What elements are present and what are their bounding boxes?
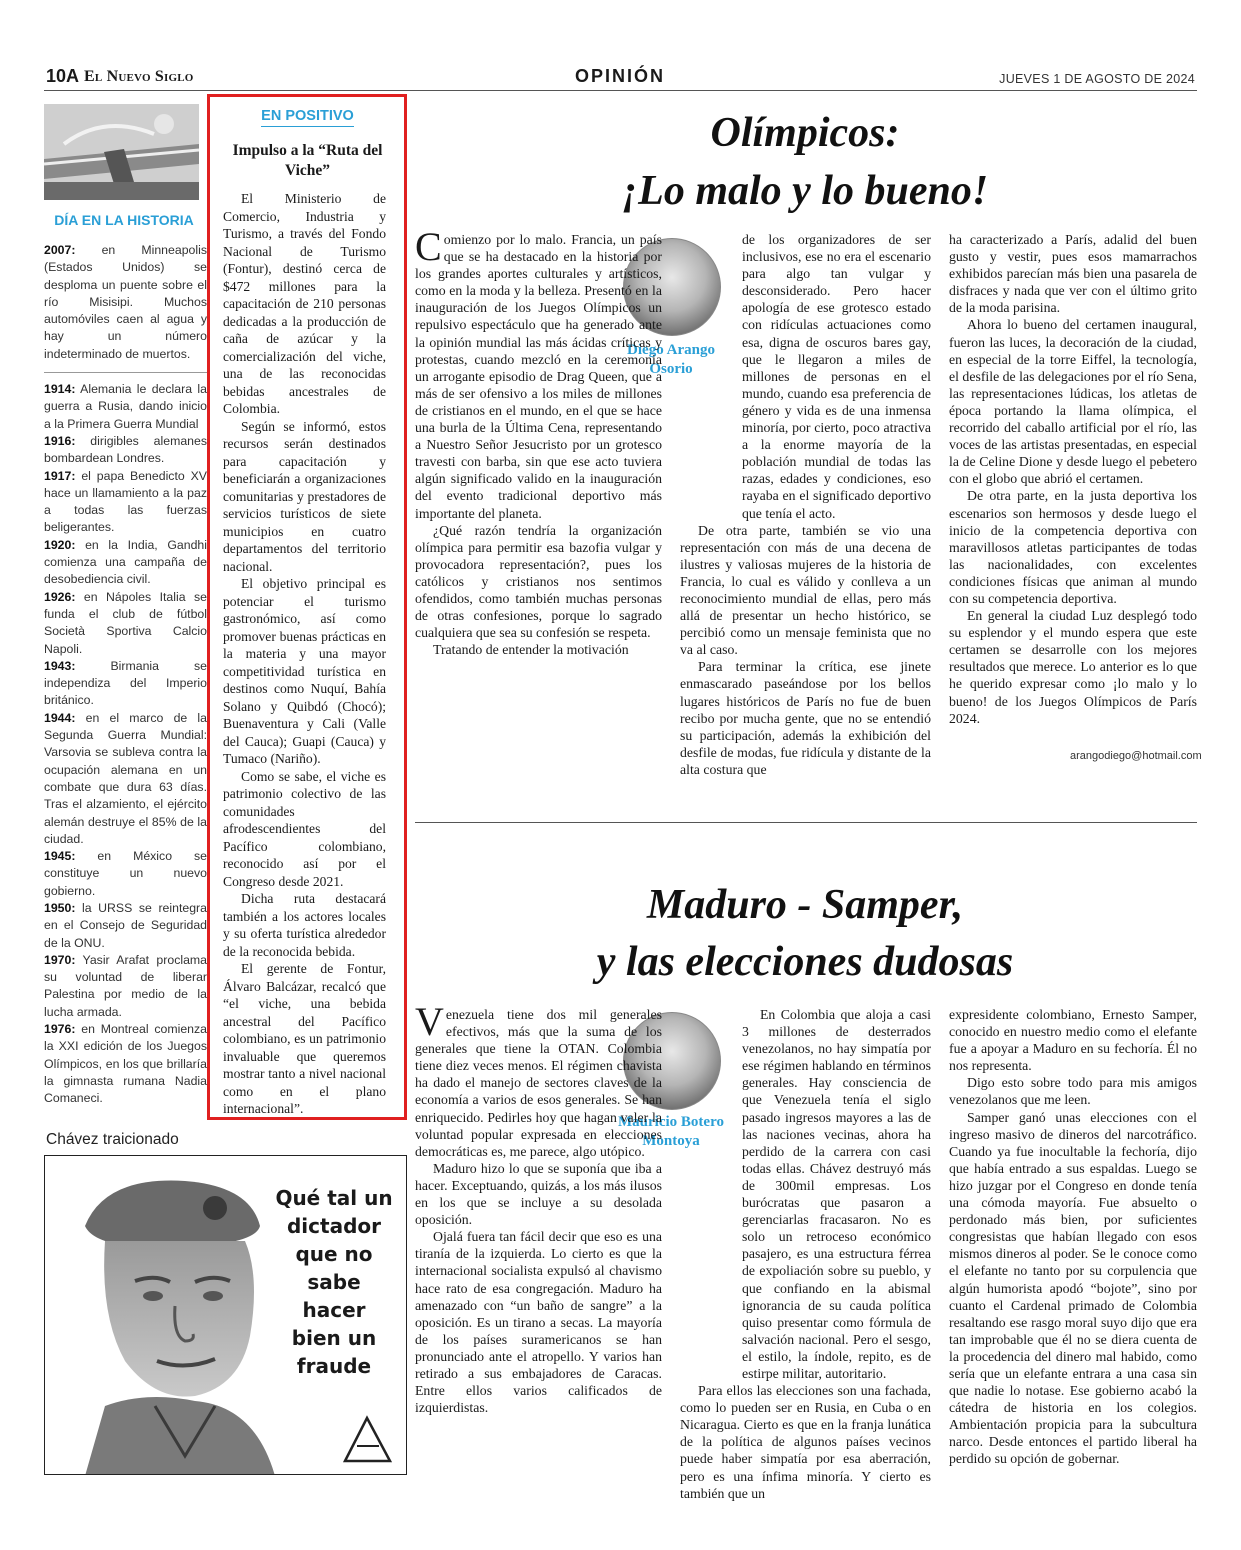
history-year: 1945: [44,849,76,864]
author-name: Diego Arango Osorio [627,342,715,377]
speech-text: Qué tal un dictador que no sabe hacer bien un fraude [275,1186,393,1378]
history-text: dirigibles alemanes bombardean Londres. [44,433,207,466]
dropcap: V [415,999,444,1044]
headline-line: Maduro - Samper, [646,882,964,928]
history-entry [44,537,207,589]
history-entry [44,433,207,468]
paragraph: Ojalá fuera tan fácil decir que eso es una tiranía de la izquierda. Lo cierto es que la internacional socialista expulsó al chavismo hace rato de esa congregación. Maduro ha amenazado con “un baño de sangre” a la oposición. Es un tirano a secas. La mayoría de los países suramericanos se han pronunciado ante el atropello. Y varios han retirado a sus embajadores de Caracas. Entre ellos varios calificados de izquierdistas. [415,1229,662,1416]
paragraph: expresidente colombiano, Ernesto Samper, conocido en nuestro medio como el elefante fue a apoyar a Maduro en su fechoría. Él no nos representa. [949,1007,1197,1074]
headline-line: Olímpicos: [710,110,900,156]
paragraph: Ahora lo bueno del certamen inaugural, fueron las luces, la decoración de la ciudad, en especial de la torre Eiffel, la tecnología, el desfile de las delegaciones por el río Sena, las representaciones lúdicas, los atletas de época portando la llama olímpica, el recorrido del caballo artificial por el río, las voces de las artistas presentadas, en especial la de Celine Dione y desde luego el pebetero con el globo que abrió el certamen. [949,317,1197,487]
history-entry [44,848,207,900]
history-year: 1943: [44,658,76,673]
en-positivo-title: Impulso a la “Ruta del Viche” [232,142,383,179]
history-text: en Minneapolis (Estados Unidos) se desploma un puente sobre el río Misisipi. Muchos automóviles caen al agua y hay un número indeterminado de muertos. [44,243,207,361]
paragraph: Digo esto sobre todo para mis amigos venezolanos que me leen. [949,1075,1197,1108]
section-title: OPINIÓN [574,66,665,86]
en-positivo-tag [215,107,400,125]
paragraph: Dicha ruta destacará también a los actores locales y su oferta turística alrededor de la reconocida bebida. [223,891,386,959]
history-year: 1976: [44,1022,76,1037]
paragraph: Según se informó, estos recursos serán destinados para capacitación y beneficiarán a organizaciones comunitarias y prestadores de servicios turísticos de siete municipios en cuatro departamentos del territorio nacional. [223,418,386,574]
paragraph: de los organizadores de ser inclusivos, ese no era el escenario para algo tan vulgar y desconsiderado. Pero hacer apología de ese grotesco estado con ridículas actuaciones como esa, digna de oscuros bares gay, que le llegaron a miles de millones de personas en el mundo, cuando esa preferencia de género y vida es de una inmensa minoría, por cierto, poco atractiva a la enorme mayoría de la población mundial de todas las razas, edades y condiciones, eso rayaba en el significado deportivo que tenía el acto. [742,232,931,521]
masthead: El Nuevo Siglo [84,68,194,85]
history-text: la URSS se reintegra en el Consejo de Seguridad de la ONU. [44,900,207,950]
history-entry [44,952,207,1021]
history-year: 1917: [44,468,76,483]
paragraph: Como se sabe, el viche es patrimonio colectivo de las comunidades afrodescendientes del Pacífico colombiano, reconocido así por el Congreso desde 2021. [223,768,386,889]
history-entry [44,589,207,658]
history-year: 2007: [44,243,76,257]
paragraph: ha caracterizado a París, adalid del buen gusto y vestir, pues esos mamarrachos exhibidos parecían más bien una pasarela de disfraces y nada que ver con el último grito de la moda parisina. [949,232,1197,316]
article2-col1 [415,999,662,1416]
article1-col2 [680,231,931,778]
history-text: Yasir Arafat proclama su voluntad de liberar Palestina por medio de la lucha armada. [44,952,207,1019]
cartoon-caption: Chávez traicionado [46,1131,179,1148]
headline-line: y las elecciones dudosas [596,939,1014,985]
history-text: en la India, Gandhi comienza una campaña de desobediencia civil. [44,537,207,587]
history-year: 1950: [44,900,76,915]
dia-historia-title: DÍA EN LA HISTORIA [54,212,194,228]
article2-col3 [949,1006,1197,1468]
history-year: 1920: [44,537,76,552]
paragraph: Para ellos las elecciones son una fachada, como lo pueden ser en Rusia, en Cuba o en Nicaragua. Cierto es que en la franja lunática de la política de algunos países vecinos puede haber simpatía por esa aberración, pero es una ínfima minoría. Y cierto es también que un [680,1383,931,1501]
en-positivo-label: EN POSITIVO [261,108,354,127]
history-entry [44,242,207,363]
page-number: 10A [46,66,80,86]
paragraph: Tratando de entender la motivación [433,642,629,658]
paragraph: En general la ciudad Luz desplegó todo su esplendor y el mundo espera que este certamen se desarrolle con los mejores resultados que merece. Lo anterior es lo que he querido expresar como ¡lo malo y lo bueno! de los Juegos Olímpicos de París 2024. [949,608,1197,726]
paragraph: El gerente de Fontur, Álvaro Balcázar, recalcó que “el viche, una bebida ancestral del Pacífico colombiano, es un patrimonio invaluable que queremos mostrar tanto a nivel nacional como en el plano internacional”. [223,961,386,1116]
article1-col3 [949,231,1197,727]
article1-col1 [415,224,662,658]
history-year: 1944: [44,710,76,725]
paragraph: Comienzo por lo malo. Francia, un país que se ha destacado en la historia por los grandes aportes culturales y artísticos, como en la moda y la belleza. Presentó en la inauguración de los Juegos Olímpicos un repulsivo espectáculo que ha generado ante la opinión mundial las más ácidas críticas y protestas, cuando mezcló en la ceremonia un arrogante episodio de Drag Queen, que a más de ser ofensivo a los miles de millones de cristianos en el mundo, en el que se hace una burla de la Última Cena, representando a Nuestro Señor Jesucristo por un grotesco travesti con barba, sin que ese acto tuviera algún significado valido en la inauguración del evento tradicional deportivo más importante del planeta. [415,224,662,521]
paragraph: Para terminar la crítica, ese jinete enmascarado paseándose por los bellos lugares históricos de París no fue de buen recibo por mucha gente, que no se entendió su participación, además la exhibición del desfile de modas, fue ridícula y distante de la alta costura que [680,659,931,777]
history-year: 1916: [44,433,76,448]
article2-col2 [680,1006,931,1502]
cartoon [44,1155,407,1475]
history-year: 1926: [44,589,76,604]
history-text: en México se constituye un nuevo gobierno. [44,849,207,898]
dia-historia-list [44,242,207,1108]
bridge-collapse-illustration [44,104,199,200]
history-text: en Nápoles Italia se funda el club de fútbol Società Sportiva Calcio Napoli. [44,589,207,656]
history-entry [44,710,207,848]
headline-line: ¡Lo malo y lo bueno! [621,168,989,214]
paragraph: El Ministerio de Comercio, Industria y Turismo, a través del Fondo Nacional de Turismo (Fontur), destinó cerca de $472 millones para la capacitación de 210 personas dedicadas a la producción de caña de azúcar y la comercialización del viche, una de las reconocidas bebidas ancestrales de Colombia. [223,191,386,416]
article2-headline [415,877,1195,991]
author-name: Mauricio Botero Montoya [618,1114,724,1149]
dropcap: C [415,224,442,269]
paragraph: Samper ganó unas elecciones con el ingreso masivo de dineros del narcotráfico. Cuando ya fue inocultable la fechoría, dijo que había entrado a sus espaldas. Luego se hizo juzgar por el Congreso en donde tenía una cómoda mayoría. Fue absuelto o perdonado más bien, por suficientes congresistas que habían llegado con esos mismos dineros al poder. Se le conoce como el elefante no tanto por su corpulencia que algún humorista apodó “bojote”, sino por cuanto el Cardenal primado de Colombia resaltando ese rasgo moral suyo dijo que era tan improbable que él no se diera cuenta de la procedencia del dinero mal habido, como sería que un elefante entrara a una casa sin que nadie lo notase. Ese gobierno acabó la cátedra de historia en los colegios. Ambientación propicia para la subcultura narco. Desde entonces el partido liberal ha perdido su opción de gobernar. [949,1109,1197,1467]
bridge-photo [44,104,199,200]
history-text: Alemania le declara la guerra a Rusia, dando inicio a la Primera Guerra Mundial [44,382,207,431]
paragraph: ¿Qué razón tendría la organización olímpica para permitir esa bazofia vulgar y provocadora representación?, pues los católicos y cristianos nos sentimos ofendidos, como también muchas personas de otras confesiones, porque lo sagrado cualquiera que sea su confesión se respeta. [415,522,662,641]
history-entry [44,468,207,537]
history-text: en el marco de la Segunda Guerra Mundial: Varsovia se subleva contra la ocupación alemana en un combate que dura 63 días. Tras el alzamiento, el ejército alemán destruye el 85% de la ciudad. [44,710,207,846]
paragraph: De otra parte, también se vio una representación con más de una decena de ilustres y valiosas mujeres de la historia de Francia, lo cual es válido y conlleva a un reconocimiento mundial de ellas, pero más allá de presentar un hecho histórico, se percibió como un mensaje feminista que no va al caso. [680,522,931,658]
history-text: el papa Benedicto XV hace un llamamiento a la paz a todas las fuerzas beligerantes. [44,468,207,535]
header-rule [44,90,1197,91]
paragraph: En Colombia que aloja a casi 3 millones de desterrados venezolanos, no hay simpatía por ese régimen hablando en términos generales. Hay consciencia de que Venezuela tenía el siglo pasado ingresos mayores a las de las naciones vecinas, ahora ha perdido de la carrera con casi todas ellas. Chávez destruyó más de 300mil empresas. Los burócratas que pasaron a gerenciarlas fracasaron. No es solo un retroceso económico pasajero, es una estructura férrea de expoliación sobre su pueblo, y que confiando en la abismal ignorancia de su cauda política quiso presentar como fórmula de salvación nacional. Pero el sesgo, el estilo, la índole, repito, es de estirpe militar, autoritario. [742,1007,931,1381]
history-entry [44,900,207,952]
history-year: 1970: [44,952,76,967]
history-text: Birmania se independiza del Imperio británico. [44,658,207,708]
paragraph: El objetivo principal es potenciar el turismo gastronómico, así como promover buenas prácticas en la materia y una mayor competitividad turística en destinos como Nuquí, Bahía Solano y Quibdó (Chocó); Buenaventura y Cali (Valle del Cauca); Guapi (Cauca) y Tumaco (Nariño). [223,576,386,766]
history-text: en Montreal comienza la XXI edición de los Juegos Olímpicos, en los que brillaría la gimnasta rumana Nadia Comaneci. [44,1022,207,1106]
history-entry [44,372,207,433]
author-email: arangodiego@hotmail.com [1070,750,1202,762]
paragraph: Maduro hizo lo que se suponía que iba a hacer. Exceptuando, quizás, a los más ilusos en los que se incluye a su desolada oposición. [415,1160,662,1228]
paragraph: Venezuela tiene dos mil generales efectivos, más que la suma de los generales que tiene la OTAN. Colombia tiene diez veces menos. El régimen chavista ha dado el manejo de sectores claves de la economía a varios de esos generales. Se han enriquecido. Pedirles hoy que hagan valer la voluntad popular expresada en elecciones democráticas es, me parece, algo utópico. [415,999,662,1159]
paragraph: De otra parte, en la justa deportiva los escenarios son hermosos y desde luego el inicio de la competencia deportiva con maravillosos atletas participantes de todas las nacionalidades, con excelentes condiciones físicas que animan al mundo con su competencia deportiva. [949,488,1197,606]
history-year: 1914: [44,382,76,397]
article1-headline [415,104,1195,220]
en-positivo-body [223,190,386,1118]
history-entry [44,1021,207,1107]
article-divider [415,822,1197,823]
history-entry [44,658,207,710]
issue-date: JUEVES 1 DE AGOSTO DE 2024 [999,72,1195,86]
